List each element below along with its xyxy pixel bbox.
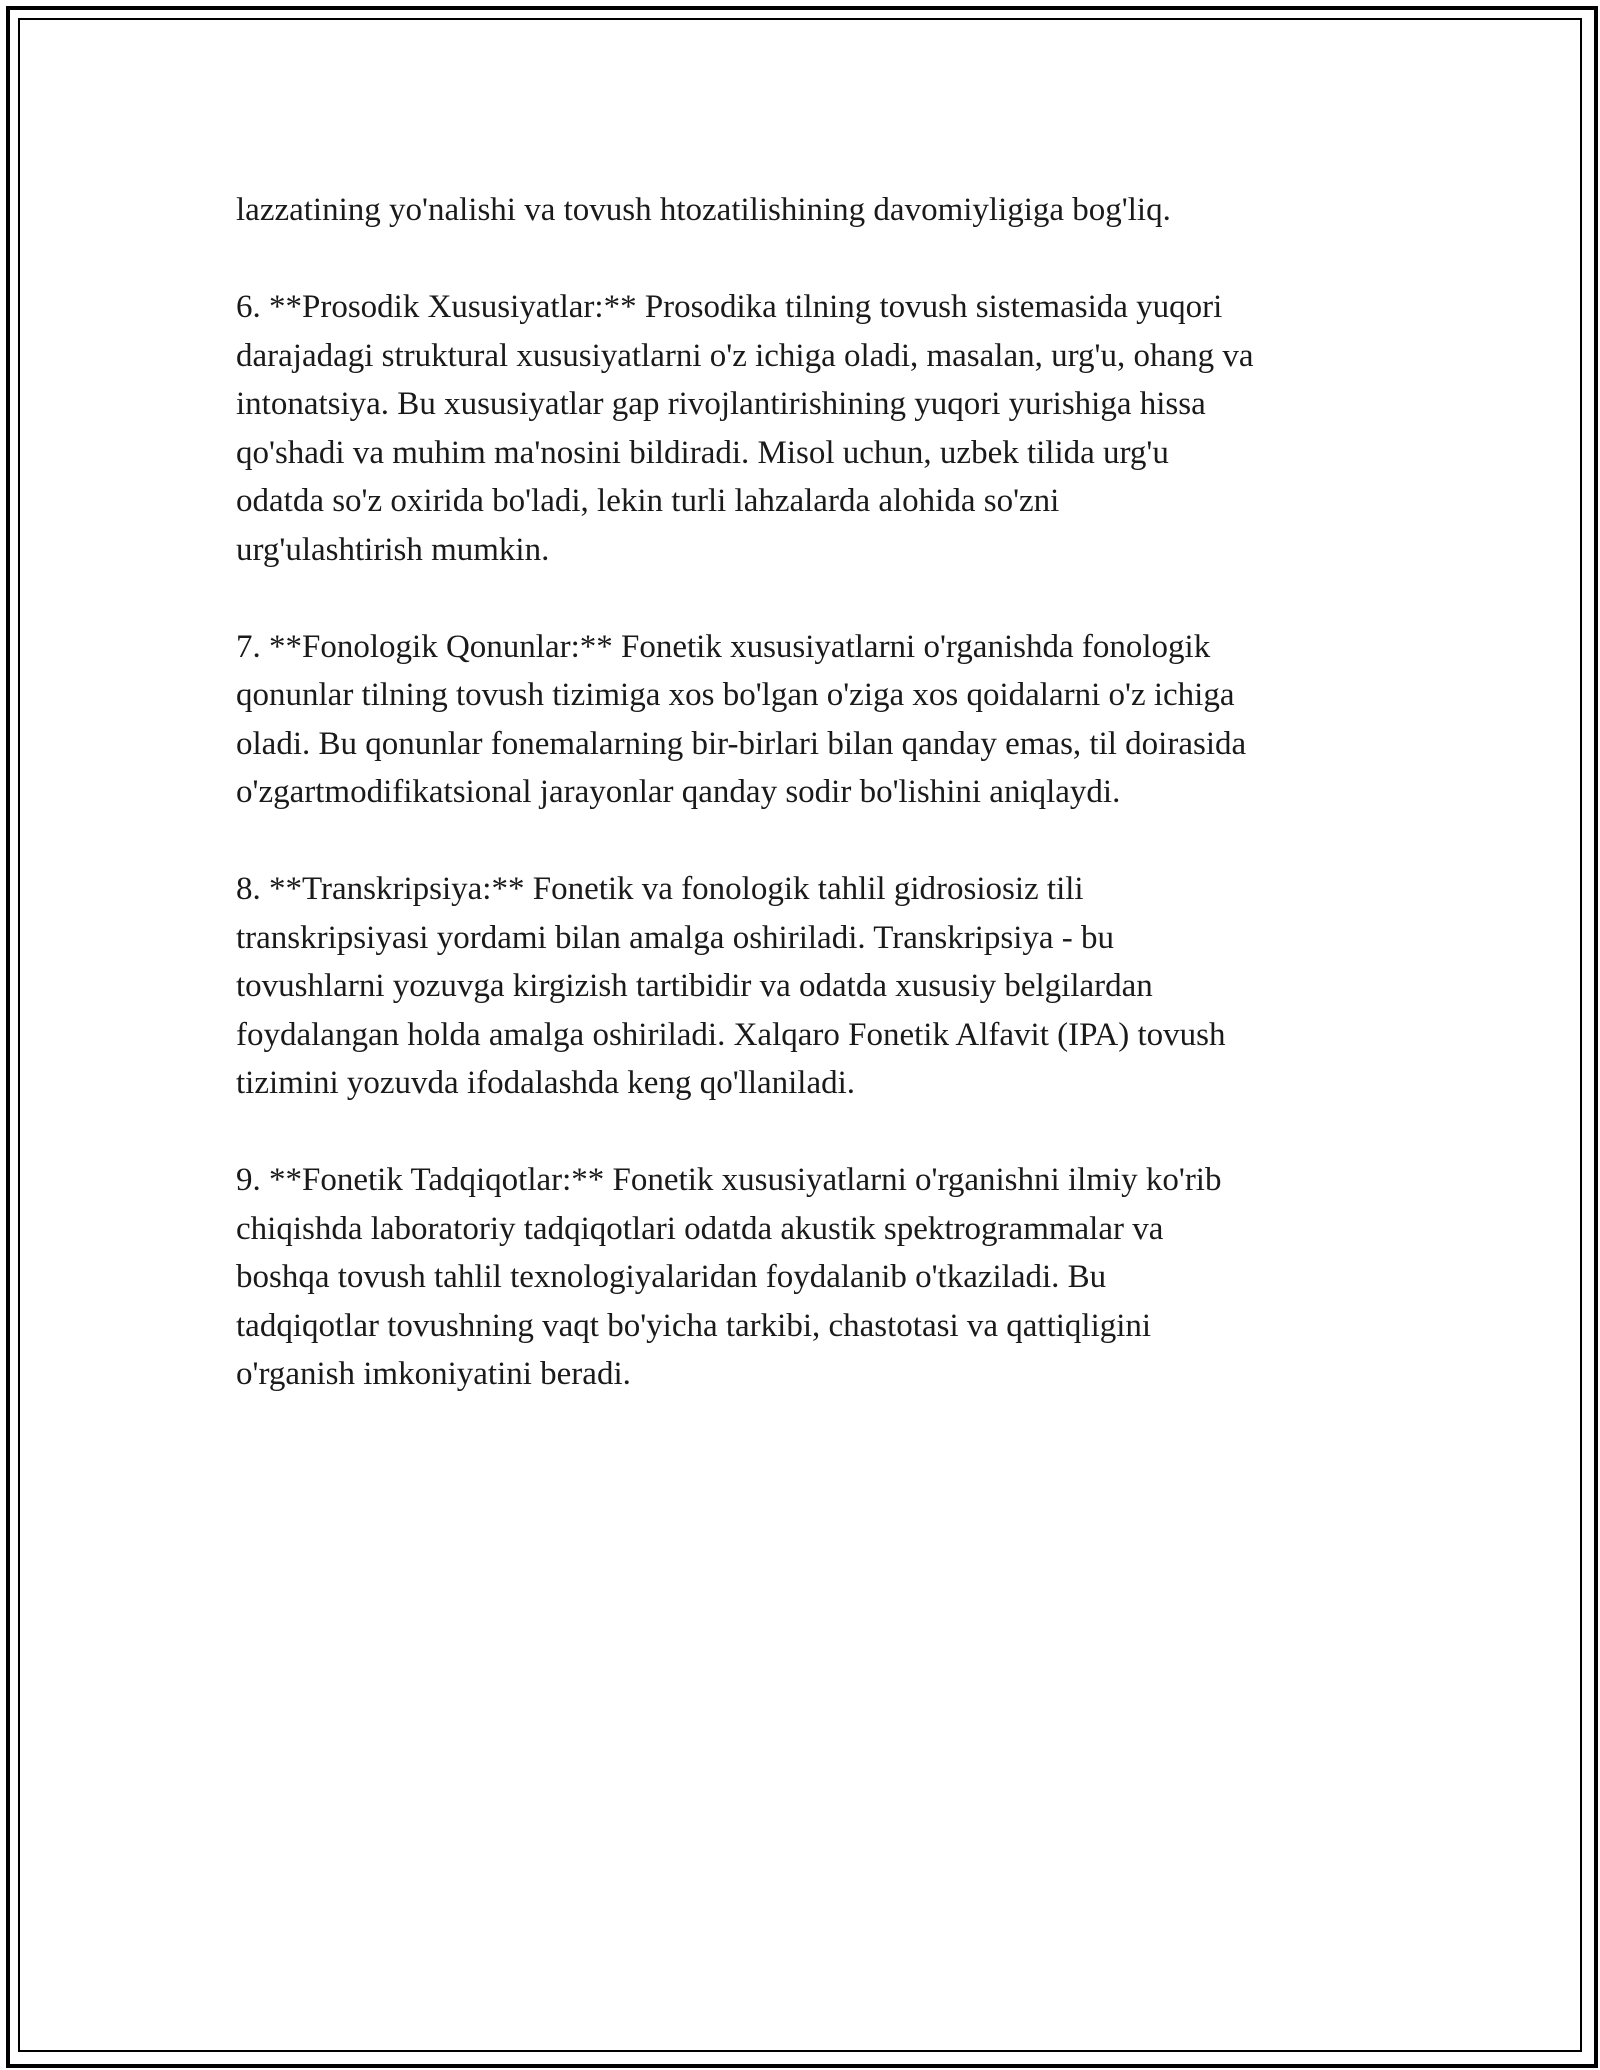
text-line: urg'ulashtirish mumkin.: [236, 531, 550, 568]
text-line: oladi. Bu qonunlar fonemalarning bir-birlari bilan qanday emas, til doirasida: [236, 725, 1247, 762]
text-line: o'zgartmodifikatsional jarayonlar qanday sodir bo'lishini aniqlaydi.: [236, 774, 1121, 810]
text-line: o'rganish imkoniyatini beradi.: [236, 1356, 631, 1392]
paragraph-fonetik-tadqiqotlar: [236, 1156, 1376, 1399]
text-line: odatda so'z oxirida bo'ladi, lekin turli lahzalarda alohida so'zni: [236, 483, 1060, 519]
text-line: lazzatining yo'nalishi va tovush htozatilishining davomiyligiga bog'liq.: [236, 192, 1171, 228]
text-line: darajadagi struktural xususiyatlarni o'z ichiga oladi, masalan, urg'u, ohang va: [236, 337, 1254, 374]
text-line: tizimini yozuvda ifodalashda keng qo'llaniladi.: [236, 1065, 856, 1101]
paragraph-prosodik-xususiyatlar: [236, 283, 1376, 574]
text-line: chiqishda laboratoriy tadqiqotlari odatda akustik spektrogrammalar va: [236, 1210, 1164, 1247]
text-line: foydalangan holda amalga oshiriladi. Xalqaro Fonetik Alfavit (IPA) tovush: [236, 1016, 1226, 1053]
text-line: 9. **Fonetik Tadqiqotlar:** Fonetik xususiyatlarni o'rganishni ilmiy ko'rib: [236, 1162, 1222, 1198]
text-line: 7. **Fonologik Qonunlar:** Fonetik xususiyatlarni o'rganishda fonologik: [236, 628, 1211, 665]
text-line: transkripsiyasi yordami bilan amalga oshiriladi. Transkripsiya - bu: [236, 919, 1115, 956]
paragraph-transkripsiya: [236, 865, 1376, 1108]
text-line: 8. **Transkripsiya:** Fonetik va fonologik tahlil gidrosiosiz tili: [236, 871, 1084, 907]
paragraph-fonologik-qonunlar: [236, 623, 1376, 817]
text-line: boshqa tovush tahlil texnologiyalaridan foydalanib o'tkaziladi. Bu: [236, 1259, 1107, 1295]
document-body: [236, 186, 1376, 1447]
text-line: tovushlarni yozuvga kirgizish tartibidir va odatda xususiy belgilardan: [236, 968, 1153, 1004]
text-line: intonatsiya. Bu xususiyatlar gap rivojlantirishining yuqori yurishiga hissa: [236, 386, 1206, 422]
text-line: qo'shadi va muhim ma'nosini bildiradi. Misol uchun, uzbek tilida urg'u: [236, 434, 1169, 471]
text-line: 6. **Prosodik Xususiyatlar:** Prosodika tilning tovush sistemasida yuqori: [236, 289, 1223, 325]
text-line: qonunlar tilning tovush tizimiga xos bo'lgan o'ziga xos qoidalarni o'z ichiga: [236, 677, 1235, 713]
paragraph-continuation: [236, 186, 1376, 235]
text-line: tadqiqotlar tovushning vaqt bo'yicha tarkibi, chastotasi va qattiqligini: [236, 1307, 1152, 1344]
